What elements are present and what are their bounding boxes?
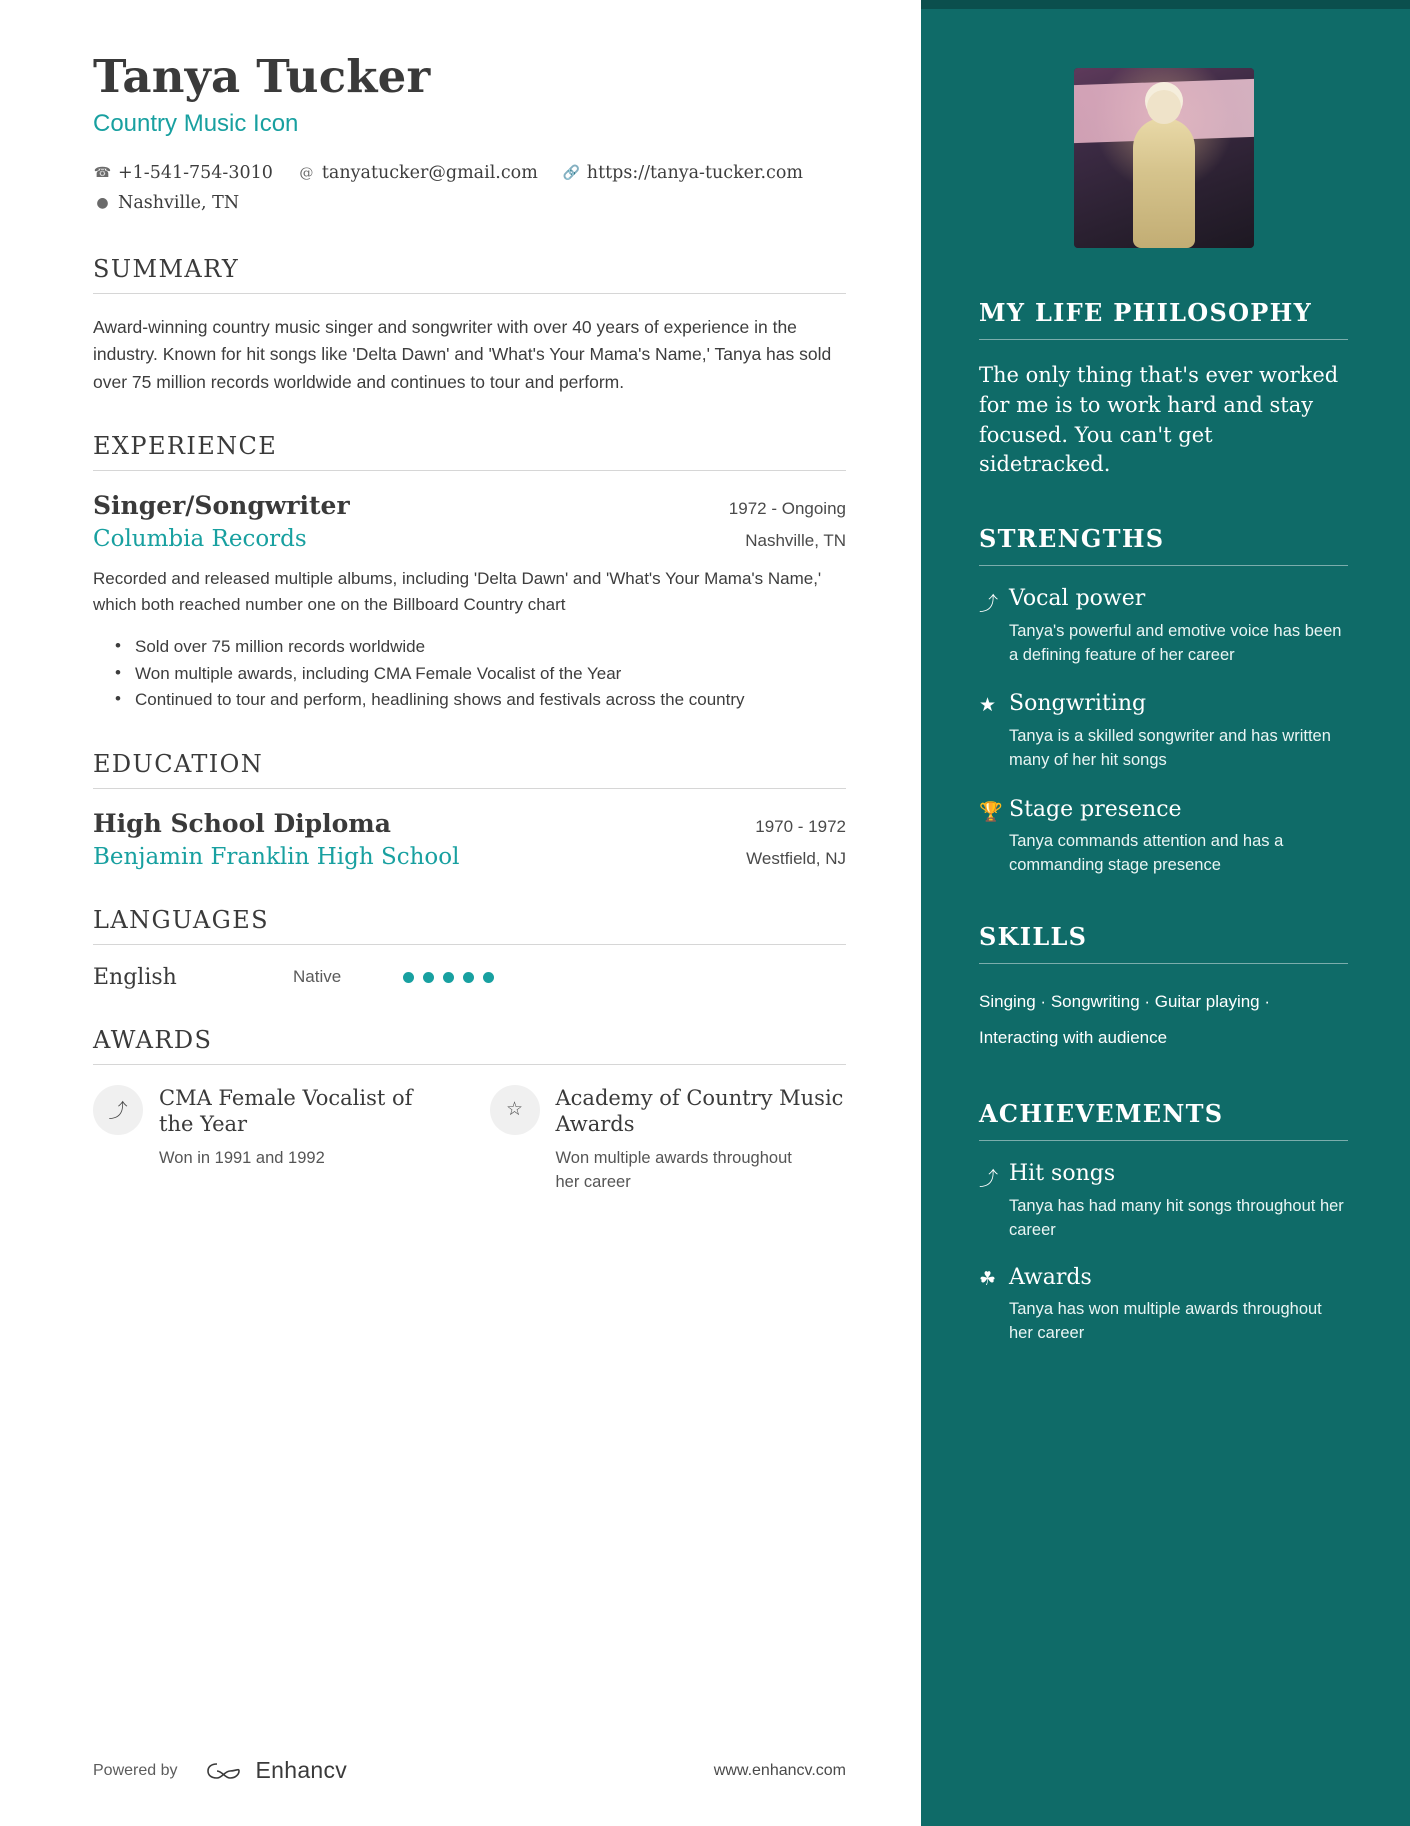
experience-company: Columbia Records xyxy=(93,526,307,553)
medal-icon: ☘ xyxy=(979,1268,997,1290)
language-item xyxy=(93,965,846,990)
job-role-subtitle: Country Music Icon xyxy=(93,109,299,137)
rocket-icon: ⤴ xyxy=(979,594,999,616)
education-entry xyxy=(93,809,846,870)
powered-by-block xyxy=(93,1757,347,1784)
summary-text: Award-winning country music singer and songwriter with over 40 years of experience in the industry. Known for hit songs like 'Delta Dawn' and 'What's Your Mama's Name,' Tanya has sold over 75 million records worldwide and continues to tour and perform. xyxy=(93,316,832,392)
section-skills xyxy=(979,922,1348,1055)
skills-text: Singing · Songwriting · Guitar playing · Interacting with audience xyxy=(979,991,1271,1047)
rating-dot xyxy=(423,972,434,983)
strength-name: Vocal power xyxy=(1009,586,1146,612)
list-item: • Won multiple awards, including CMA Female Vocalist of the Year xyxy=(115,661,846,688)
rating-dot xyxy=(463,972,474,983)
education-entry-sub xyxy=(93,844,846,870)
divider xyxy=(979,339,1348,340)
trophy-icon: 🏆 xyxy=(979,801,1003,823)
education-degree: High School Diploma xyxy=(93,808,391,838)
awards-grid xyxy=(93,1085,846,1195)
awards-heading: AWARDS xyxy=(93,1025,213,1054)
summary-heading: SUMMARY xyxy=(93,254,240,283)
education-heading: EDUCATION xyxy=(93,749,264,778)
divider xyxy=(93,944,846,945)
strength-item xyxy=(979,797,1348,878)
brand-name: Enhancv xyxy=(255,1757,348,1783)
email-icon: @ xyxy=(299,164,314,181)
divider xyxy=(979,565,1348,566)
divider xyxy=(979,1140,1348,1141)
experience-location: Nashville, TN xyxy=(745,531,846,551)
enhancv-logo xyxy=(206,1757,348,1784)
philosophy-text: The only thing that's ever worked for me is to work hard and stay focused. You can't get sidetracked. xyxy=(979,363,1339,477)
divider xyxy=(93,788,846,789)
location-pin-icon: ● xyxy=(96,195,109,212)
star-outline-icon: ☆ xyxy=(490,1085,540,1135)
strength-description: Tanya's powerful and emotive voice has been a defining feature of her career xyxy=(1009,621,1342,664)
achievement-item xyxy=(979,1161,1348,1242)
section-summary xyxy=(93,255,846,396)
experience-entry-sub xyxy=(93,526,846,552)
contact-website[interactable] xyxy=(562,158,803,189)
contact-location-value: Nashville, TN xyxy=(118,193,240,214)
achievements-heading: ACHIEVEMENTS xyxy=(979,1099,1224,1129)
experience-description: Recorded and released multiple albums, including 'Delta Dawn' and 'What's Your Mama's Name,' which both reached number one on the Billboard Country chart xyxy=(93,569,822,614)
experience-entry xyxy=(93,491,846,714)
rocket-icon: ⤴ xyxy=(979,1169,999,1191)
page-footer xyxy=(93,1757,846,1784)
experience-date: 1972 - Ongoing xyxy=(728,499,846,519)
languages-heading: LANGUAGES xyxy=(93,905,269,934)
strength-name: Stage presence xyxy=(1009,796,1182,822)
achievement-name: Awards xyxy=(1009,1264,1092,1290)
contact-email-value: tanyatucker@gmail.com xyxy=(321,162,538,183)
contact-website-value: https://tanya-tucker.com xyxy=(586,162,803,183)
award-description: Won in 1991 and 1992 xyxy=(159,1149,325,1168)
strength-description: Tanya commands attention and has a commanding stage presence xyxy=(1009,832,1284,875)
award-title: CMA Female Vocalist of the Year xyxy=(159,1085,413,1136)
achievement-description: Tanya has had many hit songs throughout her career xyxy=(1009,1196,1344,1239)
strength-item xyxy=(979,691,1348,772)
section-awards xyxy=(93,1026,846,1195)
strength-description: Tanya is a skilled songwriter and has written many of her hit songs xyxy=(1009,726,1331,769)
philosophy-heading: MY LIFE PHILOSOPHY xyxy=(979,298,1313,327)
avatar xyxy=(1074,68,1254,248)
rating-dot xyxy=(403,972,414,983)
contact-phone[interactable] xyxy=(93,158,273,189)
section-achievements xyxy=(979,1099,1348,1345)
footer-website: www.enhancv.com xyxy=(713,1761,846,1779)
experience-role: Singer/Songwriter xyxy=(93,491,350,521)
achievement-description: Tanya has won multiple awards throughout her career xyxy=(1009,1299,1322,1342)
divider xyxy=(93,470,846,471)
avatar-figure xyxy=(1133,118,1195,248)
list-item: • Continued to tour and perform, headlining shows and festivals across the country xyxy=(115,687,846,714)
phone-icon: ☎ xyxy=(93,164,112,181)
experience-heading: EXPERIENCE xyxy=(93,432,278,461)
powered-by-label: Powered by xyxy=(93,1761,178,1779)
award-description: Won multiple awards throughout her career xyxy=(555,1149,792,1192)
section-education xyxy=(93,750,846,870)
star-icon: ★ xyxy=(979,695,997,717)
contact-email[interactable] xyxy=(297,158,538,189)
language-name: English xyxy=(93,964,177,990)
strengths-heading: STRENGTHS xyxy=(979,524,1165,554)
page-title: Tanya Tucker xyxy=(93,50,431,103)
skills-heading: SKILLS xyxy=(979,921,1088,951)
education-location: Westfield, NJ xyxy=(746,848,846,868)
language-rating-dots xyxy=(403,972,503,983)
divider xyxy=(93,1064,846,1065)
strength-item xyxy=(979,586,1348,667)
infinity-icon xyxy=(206,1760,246,1782)
rating-dot xyxy=(483,972,494,983)
contact-phone-value: +1-541-754-3010 xyxy=(118,162,273,183)
strength-name: Songwriting xyxy=(1009,691,1147,717)
list-item: • Sold over 75 million records worldwide xyxy=(115,634,846,661)
experience-bullets xyxy=(93,634,846,714)
avatar-head xyxy=(1147,90,1181,124)
achievement-name: Hit songs xyxy=(1009,1161,1116,1187)
rocket-icon: ⤴ xyxy=(93,1085,143,1135)
award-title: Academy of Country Music Awards xyxy=(555,1085,844,1136)
education-entry-head xyxy=(93,809,846,838)
contact-location xyxy=(93,188,239,219)
education-date: 1970 - 1972 xyxy=(755,816,846,836)
sidebar-top-accent-bar xyxy=(921,0,1410,9)
divider xyxy=(93,293,846,294)
award-item xyxy=(490,1085,847,1195)
rating-dot xyxy=(443,972,454,983)
divider xyxy=(979,963,1348,964)
section-philosophy xyxy=(979,298,1348,480)
link-icon: 🔗 xyxy=(562,164,581,181)
avatar-wrapper xyxy=(979,68,1348,248)
experience-entry-head xyxy=(93,491,846,520)
award-item xyxy=(93,1085,450,1195)
education-school: Benjamin Franklin High School xyxy=(93,843,460,870)
achievement-item xyxy=(979,1265,1348,1346)
contact-info xyxy=(93,158,846,219)
section-languages xyxy=(93,906,846,990)
sidebar xyxy=(921,0,1410,1826)
language-level: Native xyxy=(293,967,342,987)
section-experience xyxy=(93,432,846,714)
section-strengths xyxy=(979,524,1348,878)
